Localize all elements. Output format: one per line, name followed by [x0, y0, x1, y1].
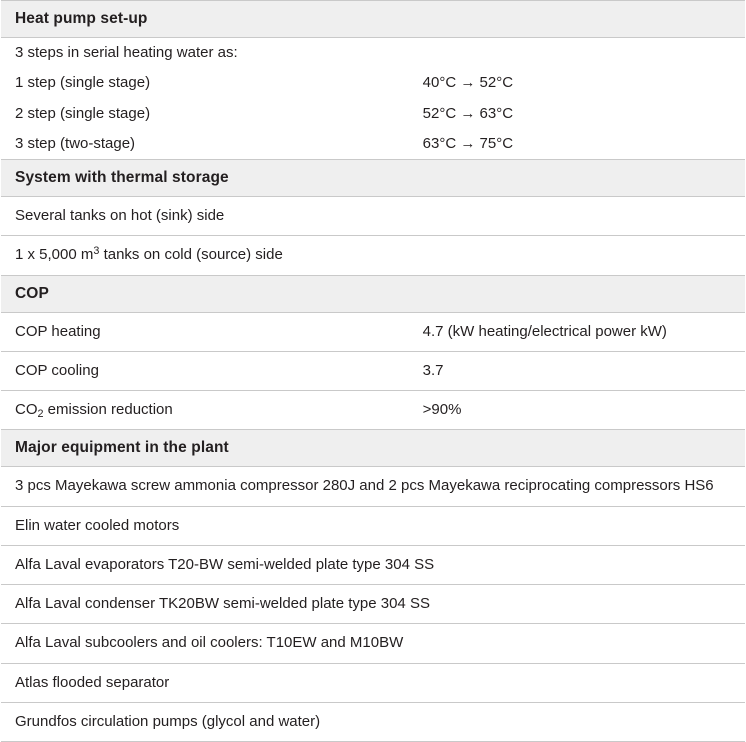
equipment-item: Elin water cooled motors [15, 516, 180, 534]
thermal-storage-row [1, 197, 745, 236]
section-header-equipment [1, 430, 745, 467]
thermal-storage-row [1, 236, 745, 275]
section-title: System with thermal storage [1, 160, 745, 197]
heat-pump-step-row [1, 129, 745, 160]
step-value: 63°C → 75°C [422, 134, 514, 152]
equipment-item: Atlas flooded separator [15, 673, 170, 691]
heat-pump-intro-row [1, 38, 745, 69]
cop-label: COP heating [15, 322, 101, 340]
cop-row [1, 312, 745, 351]
heat-pump-step-row [1, 68, 745, 98]
cop-value: 4.7 (kW heating/electrical power kW) [422, 322, 667, 340]
step-value: 52°C → 63°C [422, 104, 514, 122]
equipment-row [1, 702, 745, 741]
cop-label: COP cooling [15, 361, 99, 379]
thermal-storage-text: Several tanks on hot (sink) side [15, 207, 225, 224]
co2-reduction-label [1, 391, 409, 430]
step-label: 2 step (single stage) [15, 104, 151, 122]
co2-subscript: 2 [37, 408, 44, 420]
section-header-cop [1, 275, 745, 312]
equipment-item: Grundfos circulation pumps (glycol and water) [15, 712, 321, 730]
section-header-thermal-storage [1, 160, 745, 197]
equipment-item: Alfa Laval subcoolers and oil coolers: T10EW and M10BW [15, 634, 404, 652]
step-label: 1 step (single stage) [15, 74, 151, 92]
section-title: Heat pump set-up [1, 1, 745, 38]
equipment-item: Alfa Laval evaporators T20-BW semi-welded plate type 304 SS [15, 555, 435, 573]
section-title: COP [1, 275, 745, 312]
equipment-row [1, 663, 745, 702]
cop-row [1, 351, 745, 390]
equipment-item: 3 pcs Mayekawa screw ammonia compressor 280J and 2 pcs Mayekawa reciprocating compressors HS6 [15, 477, 714, 495]
thermal-storage-text [1, 236, 745, 275]
equipment-item: Alfa Laval condenser TK20BW semi-welded plate type 304 SS [15, 595, 430, 612]
equipment-row [1, 585, 745, 624]
heat-pump-step-row [1, 99, 745, 129]
cop-value: 3.7 [422, 361, 444, 379]
tank-volume-text: 1 x 5,000 m [15, 246, 94, 264]
specification-table [1, 0, 745, 742]
equipment-row [1, 545, 745, 584]
cop-row [1, 391, 745, 430]
co2-text: CO [15, 401, 38, 418]
equipment-row [1, 506, 745, 545]
heat-pump-intro: 3 steps in serial heating water as: [15, 44, 238, 61]
step-label: 3 step (two-stage) [15, 134, 136, 152]
equipment-row [1, 467, 745, 506]
section-title: Major equipment in the plant [1, 430, 745, 467]
co2-label-rest: emission reduction [43, 401, 173, 418]
tank-side-text: tanks on cold (source) side [99, 246, 283, 264]
equipment-row [1, 624, 745, 663]
step-value: 40°C → 52°C [422, 74, 514, 92]
cop-value: >90% [422, 401, 462, 418]
cubic-superscript: 3 [93, 245, 100, 258]
section-header-heat-pump [1, 1, 745, 38]
